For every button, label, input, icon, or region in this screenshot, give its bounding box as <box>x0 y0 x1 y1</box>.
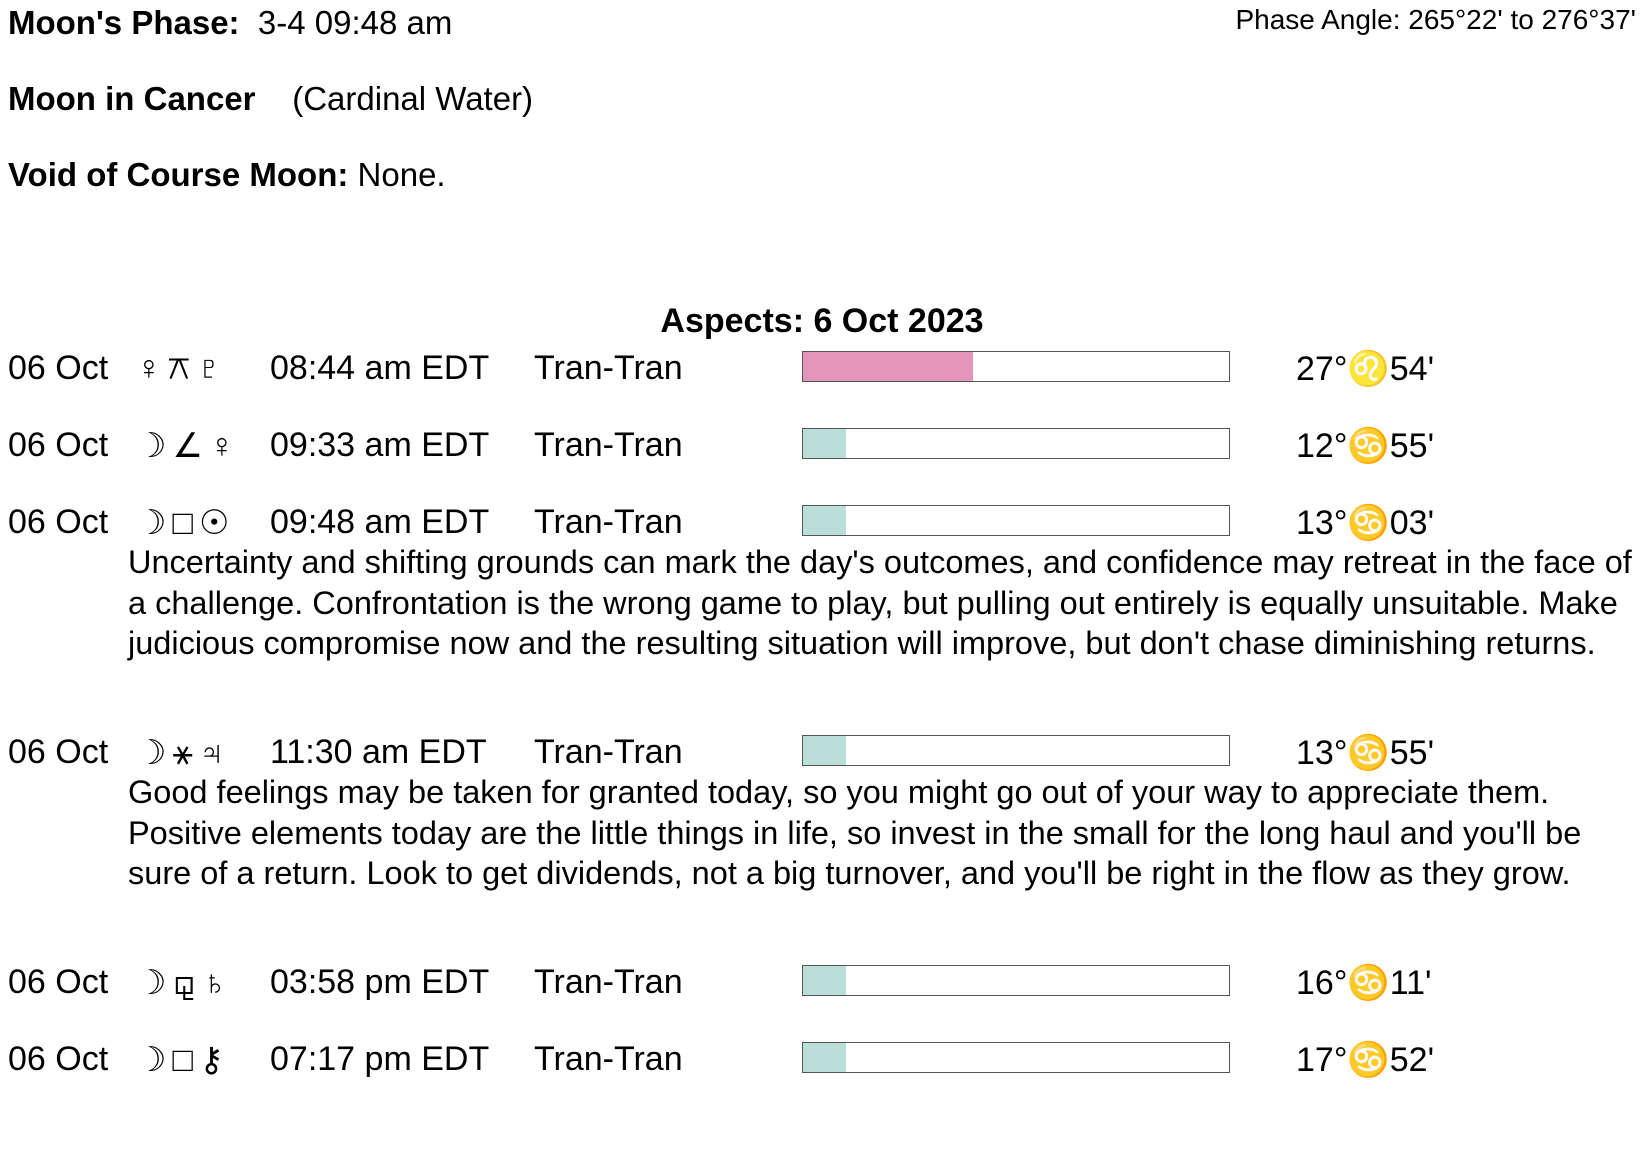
aspect-type: Tran-Tran <box>534 426 683 464</box>
aspect-strength-fill <box>803 352 973 381</box>
aspect-strength-bar <box>802 1042 1230 1073</box>
aspect-time: 11:30 am EDT <box>270 733 487 771</box>
aspect-glyphs: ☽⚹♃ <box>136 734 231 772</box>
aspect-position: 17°♋52' <box>1296 1041 1435 1079</box>
aspect-date: 06 Oct <box>8 349 109 387</box>
aspect-strength-bar <box>802 735 1230 766</box>
aspect-glyphs: ♀⚻♇ <box>136 349 228 387</box>
aspect-strength-fill <box>803 506 846 535</box>
aspect-position: 13°♋03' <box>1296 504 1435 542</box>
aspect-glyphs: ☽∠♀ <box>136 427 241 465</box>
aspect-row <box>0 426 1644 470</box>
void-of-course-value: None. <box>357 156 446 193</box>
aspect-date: 06 Oct <box>8 963 109 1001</box>
aspect-type: Tran-Tran <box>534 733 683 771</box>
aspect-time: 03:58 pm EDT <box>270 963 490 1001</box>
aspect-strength-fill <box>803 1043 846 1072</box>
aspect-strength-bar <box>802 351 1230 382</box>
aspect-time: 07:17 pm EDT <box>270 1040 490 1078</box>
aspect-glyphs: ☽⚼♄ <box>136 964 234 1002</box>
aspect-strength-fill <box>803 736 846 765</box>
aspect-row <box>0 733 1644 777</box>
aspect-description: Uncertainty and shifting grounds can mark the day's outcomes, and confidence may retreat in the face of a challenge. Confrontation is the wrong game to play, but pulling out entirely is equally unsuitable. Make judicious compromise now and the resulting situation will improve, but don't chase diminishing returns. <box>128 544 1632 661</box>
aspect-type: Tran-Tran <box>534 503 683 541</box>
aspect-position: 12°♋55' <box>1296 427 1435 465</box>
moon-phase-label: Moon's Phase: <box>8 4 240 41</box>
aspect-strength-fill <box>803 429 846 458</box>
aspect-strength-bar <box>802 428 1230 459</box>
aspect-time: 09:33 am EDT <box>270 426 490 464</box>
moon-phase-value: 3-4 09:48 am <box>257 4 453 41</box>
aspect-strength-bar <box>802 505 1230 536</box>
aspect-strength-bar <box>802 965 1230 996</box>
aspect-type: Tran-Tran <box>534 349 683 387</box>
aspect-row <box>0 963 1644 1007</box>
void-of-course-label: Void of Course Moon: <box>8 156 349 193</box>
aspect-row <box>0 503 1644 547</box>
moon-phase-line <box>8 4 452 42</box>
aspect-date: 06 Oct <box>8 733 109 771</box>
aspect-date: 06 Oct <box>8 1040 109 1078</box>
moon-sign-line <box>8 80 533 118</box>
void-of-course-line <box>8 156 446 194</box>
aspect-position: 13°♋55' <box>1296 734 1435 772</box>
aspect-row <box>0 349 1644 393</box>
aspect-date: 06 Oct <box>8 426 109 464</box>
aspect-glyphs: ☽□☉ <box>136 504 236 542</box>
aspect-strength-fill <box>803 966 846 995</box>
aspects-title: Aspects: 6 Oct 2023 <box>660 302 984 340</box>
aspect-glyphs: ☽□⚷ <box>136 1041 230 1079</box>
moon-sign-element: (Cardinal Water) <box>292 80 534 117</box>
aspect-date: 06 Oct <box>8 503 109 541</box>
aspect-time: 08:44 am EDT <box>270 349 490 387</box>
aspect-position: 27°♌54' <box>1296 350 1435 388</box>
moon-sign-label: Moon in Cancer <box>8 80 256 117</box>
aspect-type: Tran-Tran <box>534 1040 683 1078</box>
aspect-time: 09:48 am EDT <box>270 503 490 541</box>
phase-angle: Phase Angle: 265°22' to 276°37' <box>1235 4 1636 35</box>
aspect-row <box>0 1040 1644 1084</box>
aspect-type: Tran-Tran <box>534 963 683 1001</box>
aspect-position: 16°♋11' <box>1296 964 1432 1002</box>
aspect-description: Good feelings may be taken for granted today, so you might go out of your way to appreciate them. Positive elements today are the little things in life, so invest in the small for the long haul and you'll be sure of a return. Look to get dividends, not a big turnover, and you'll be right in the flow as they grow. <box>128 774 1582 891</box>
